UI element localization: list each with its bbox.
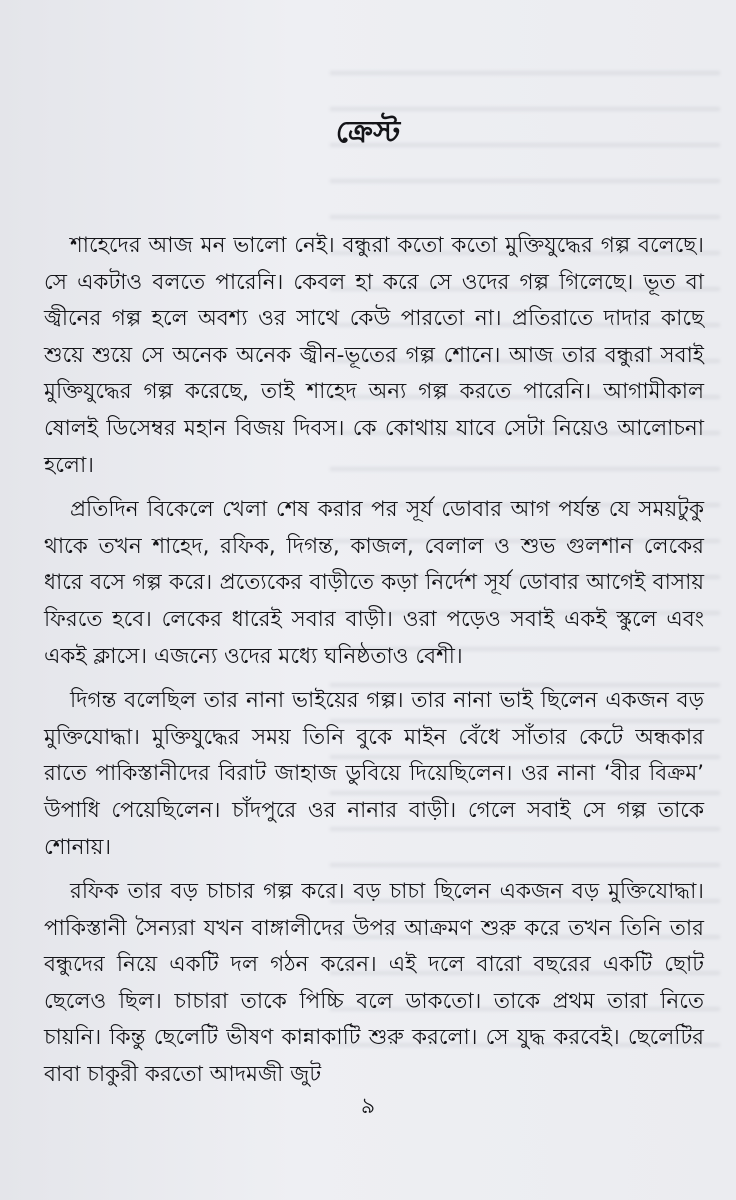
paragraph-3: দিগন্ত বলেছিল তার নানা ভাইয়ের গল্প। তার নানা ভাই ছিলেন একজন বড় মুক্তিযোদ্ধা। মুক্তিযুদ্ধের সময় তিনি বুকে মাইন বেঁধে সাঁতার কেটে অন্ধকার রাতে পাকিস্তানীদের বিরাট জাহাজ ডুবিয়ে দিয়েছিলেন। ওর নানা ‘বীর বিক্রম’ উপাধি পেয়েছিলেন। চাঁদপুরে ওর নানার বাড়ী। গেলে সবাই সে গল্প তাকে শোনায়।: [44, 688, 704, 860]
paragraph-1: শাহেদের আজ মন ভালো নেই। বন্ধুরা কতো কতো মুক্তিযুদ্ধের গল্প বলেছে। সে একটাও বলতে পারেনি। কেবল হা করে সে ওদের গল্প গিলেছে। ভূত বা জ্বীনের গল্প হলে অবশ্য ওর সাথে কেউ পারতো না। প্রতিরাতে দাদার কাছে শুয়ে শুয়ে সে অনেক অনেক জ্বীন-ভূতের গল্প শোনে। আজ তার বন্ধুরা সবাই মুক্তিযুদ্ধের গল্প করেছে, তাই শাহেদ অন্য গল্প করতে পারেনি। আগামীকাল ষোলই ডিসেম্বর মহান বিজয় দিবস। কে কোথায় যাবে সেটা নিয়েও আলোচনা হলো।: [44, 233, 704, 478]
chapter-title: ক্রেস্ট: [335, 115, 401, 150]
paragraph-2: প্রতিদিন বিকেলে খেলা শেষ করার পর সূর্য ডোবার আগ পর্যন্ত যে সময়টুকু থাকে তখন শাহেদ, রফিক, দিগন্ত, কাজল, বেলাল ও শুভ গুলশান লেকের ধারে বসে গল্প করে। প্রত্যেকের বাড়ীতে কড়া নির্দেশ সূর্য ডোবার আগেই বাসায় ফিরতে হবে। লেকের ধারেই সবার বাড়ী। ওরা পড়েও সবাই একই স্কুলে এবং একই ক্লাসে। এজন্যে ওদের মধ্যে ঘনিষ্ঠতাও বেশী।: [44, 497, 704, 669]
chapter-body: [44, 228, 704, 1102]
page-number: ৯: [360, 1094, 376, 1119]
paragraph-4: রফিক তার বড় চাচার গল্প করে। বড় চাচা ছিলেন একজন বড় মুক্তিযোদ্ধা। পাকিস্তানী সৈন্যরা যখন বাঙ্গালীদের উপর আক্রমণ শুরু করে তখন তিনি তার বন্ধুদের নিয়ে একটি দল গঠন করেন। এই দলে বারো বছরের একটি ছোট ছেলেও ছিল। চাচারা তাকে পিচ্চি বলে ডাকতো। তাকে প্রথম তারা নিতে চায়নি। কিন্তু ছেলেটি ভীষণ কান্নাকাটি শুরু করলো। সে যুদ্ধ করবেই। ছেলেটির বাবা চাকুরী করতো আদমজী জুট: [44, 879, 704, 1088]
